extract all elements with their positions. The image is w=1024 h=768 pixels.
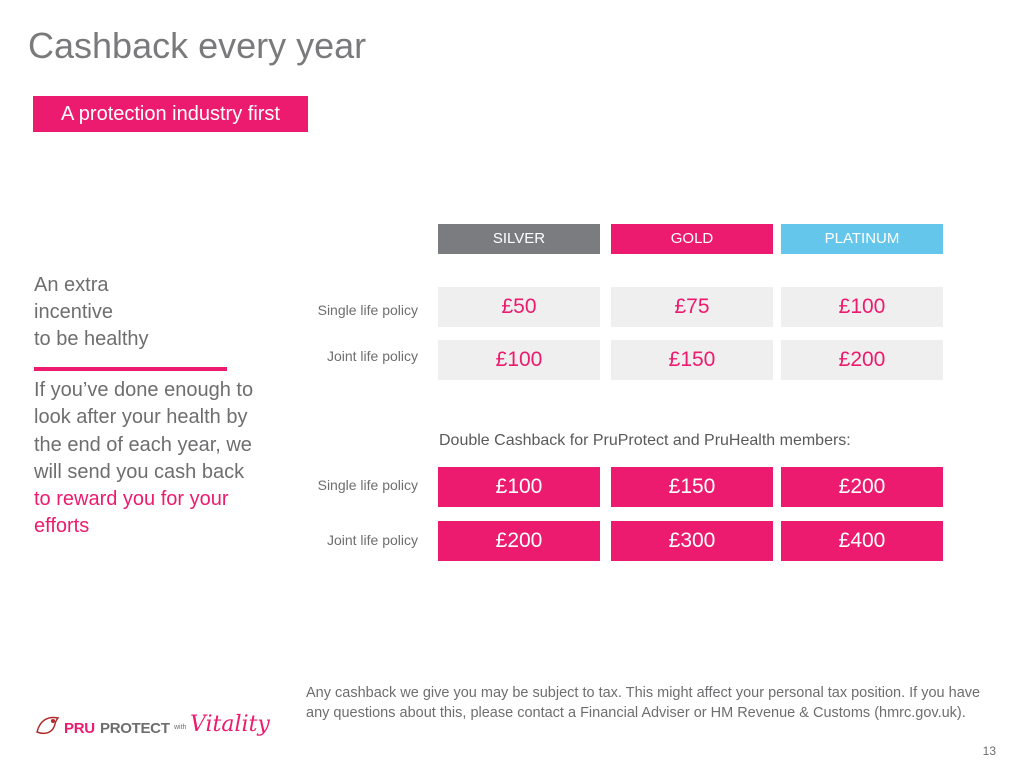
- pink-divider: [34, 367, 227, 371]
- double-cashback-cell: £200: [781, 467, 943, 507]
- cashback-description: [34, 377, 254, 541]
- logo-with-text: with: [174, 724, 187, 731]
- cashback-cell: £200: [781, 340, 943, 380]
- cashback-cell: £75: [611, 287, 773, 327]
- description-text: If you’ve done enough to look after your health by the end of each year, we will send you cash back: [34, 379, 254, 483]
- page-number: 13: [982, 744, 996, 758]
- cashback-cell: £100: [781, 287, 943, 327]
- cashback-cell: £50: [438, 287, 600, 327]
- incentive-line: incentive: [34, 301, 113, 323]
- cashback-cell: £150: [611, 340, 773, 380]
- logo-protect-text: PROTECT: [100, 720, 170, 737]
- tier-header-platinum: PLATINUM: [781, 224, 943, 254]
- row-label-joint: Joint life policy: [326, 348, 418, 364]
- pruprotect-vitality-logo: [34, 706, 270, 752]
- row-label-single: Single life policy: [317, 302, 418, 318]
- tax-footnote: Any cashback we give you may be subject to tax. This might affect your personal tax position. If you have any questions about this, please contact a Financial Adviser or HM Revenue & Customs (hmrc.gov.uk).: [306, 685, 981, 721]
- double-cashback-cell: £300: [611, 521, 773, 561]
- lion-emblem-icon: [34, 712, 62, 738]
- incentive-line: to be healthy: [34, 328, 149, 350]
- description-accent-text: to reward you for your efforts: [34, 488, 229, 538]
- incentive-line: An extra: [34, 274, 109, 296]
- row-label-single: Single life policy: [317, 477, 418, 493]
- double-cashback-cell: £400: [781, 521, 943, 561]
- slide-title: Cashback every year: [28, 25, 367, 66]
- tier-header-gold: GOLD: [611, 224, 773, 254]
- logo-pru-text: PRU: [64, 720, 95, 737]
- tier-header-silver: SILVER: [438, 224, 600, 254]
- industry-first-badge: A protection industry first: [33, 96, 308, 132]
- incentive-heading: [34, 272, 194, 353]
- row-label-joint: Joint life policy: [326, 532, 418, 548]
- double-cashback-cell: £100: [438, 467, 600, 507]
- double-cashback-cell: £150: [611, 467, 773, 507]
- double-cashback-cell: £200: [438, 521, 600, 561]
- logo-vitality-text: Vitality: [190, 712, 270, 737]
- double-cashback-heading: Double Cashback for PruProtect and PruHealth members:: [439, 432, 851, 449]
- cashback-cell: £100: [438, 340, 600, 380]
